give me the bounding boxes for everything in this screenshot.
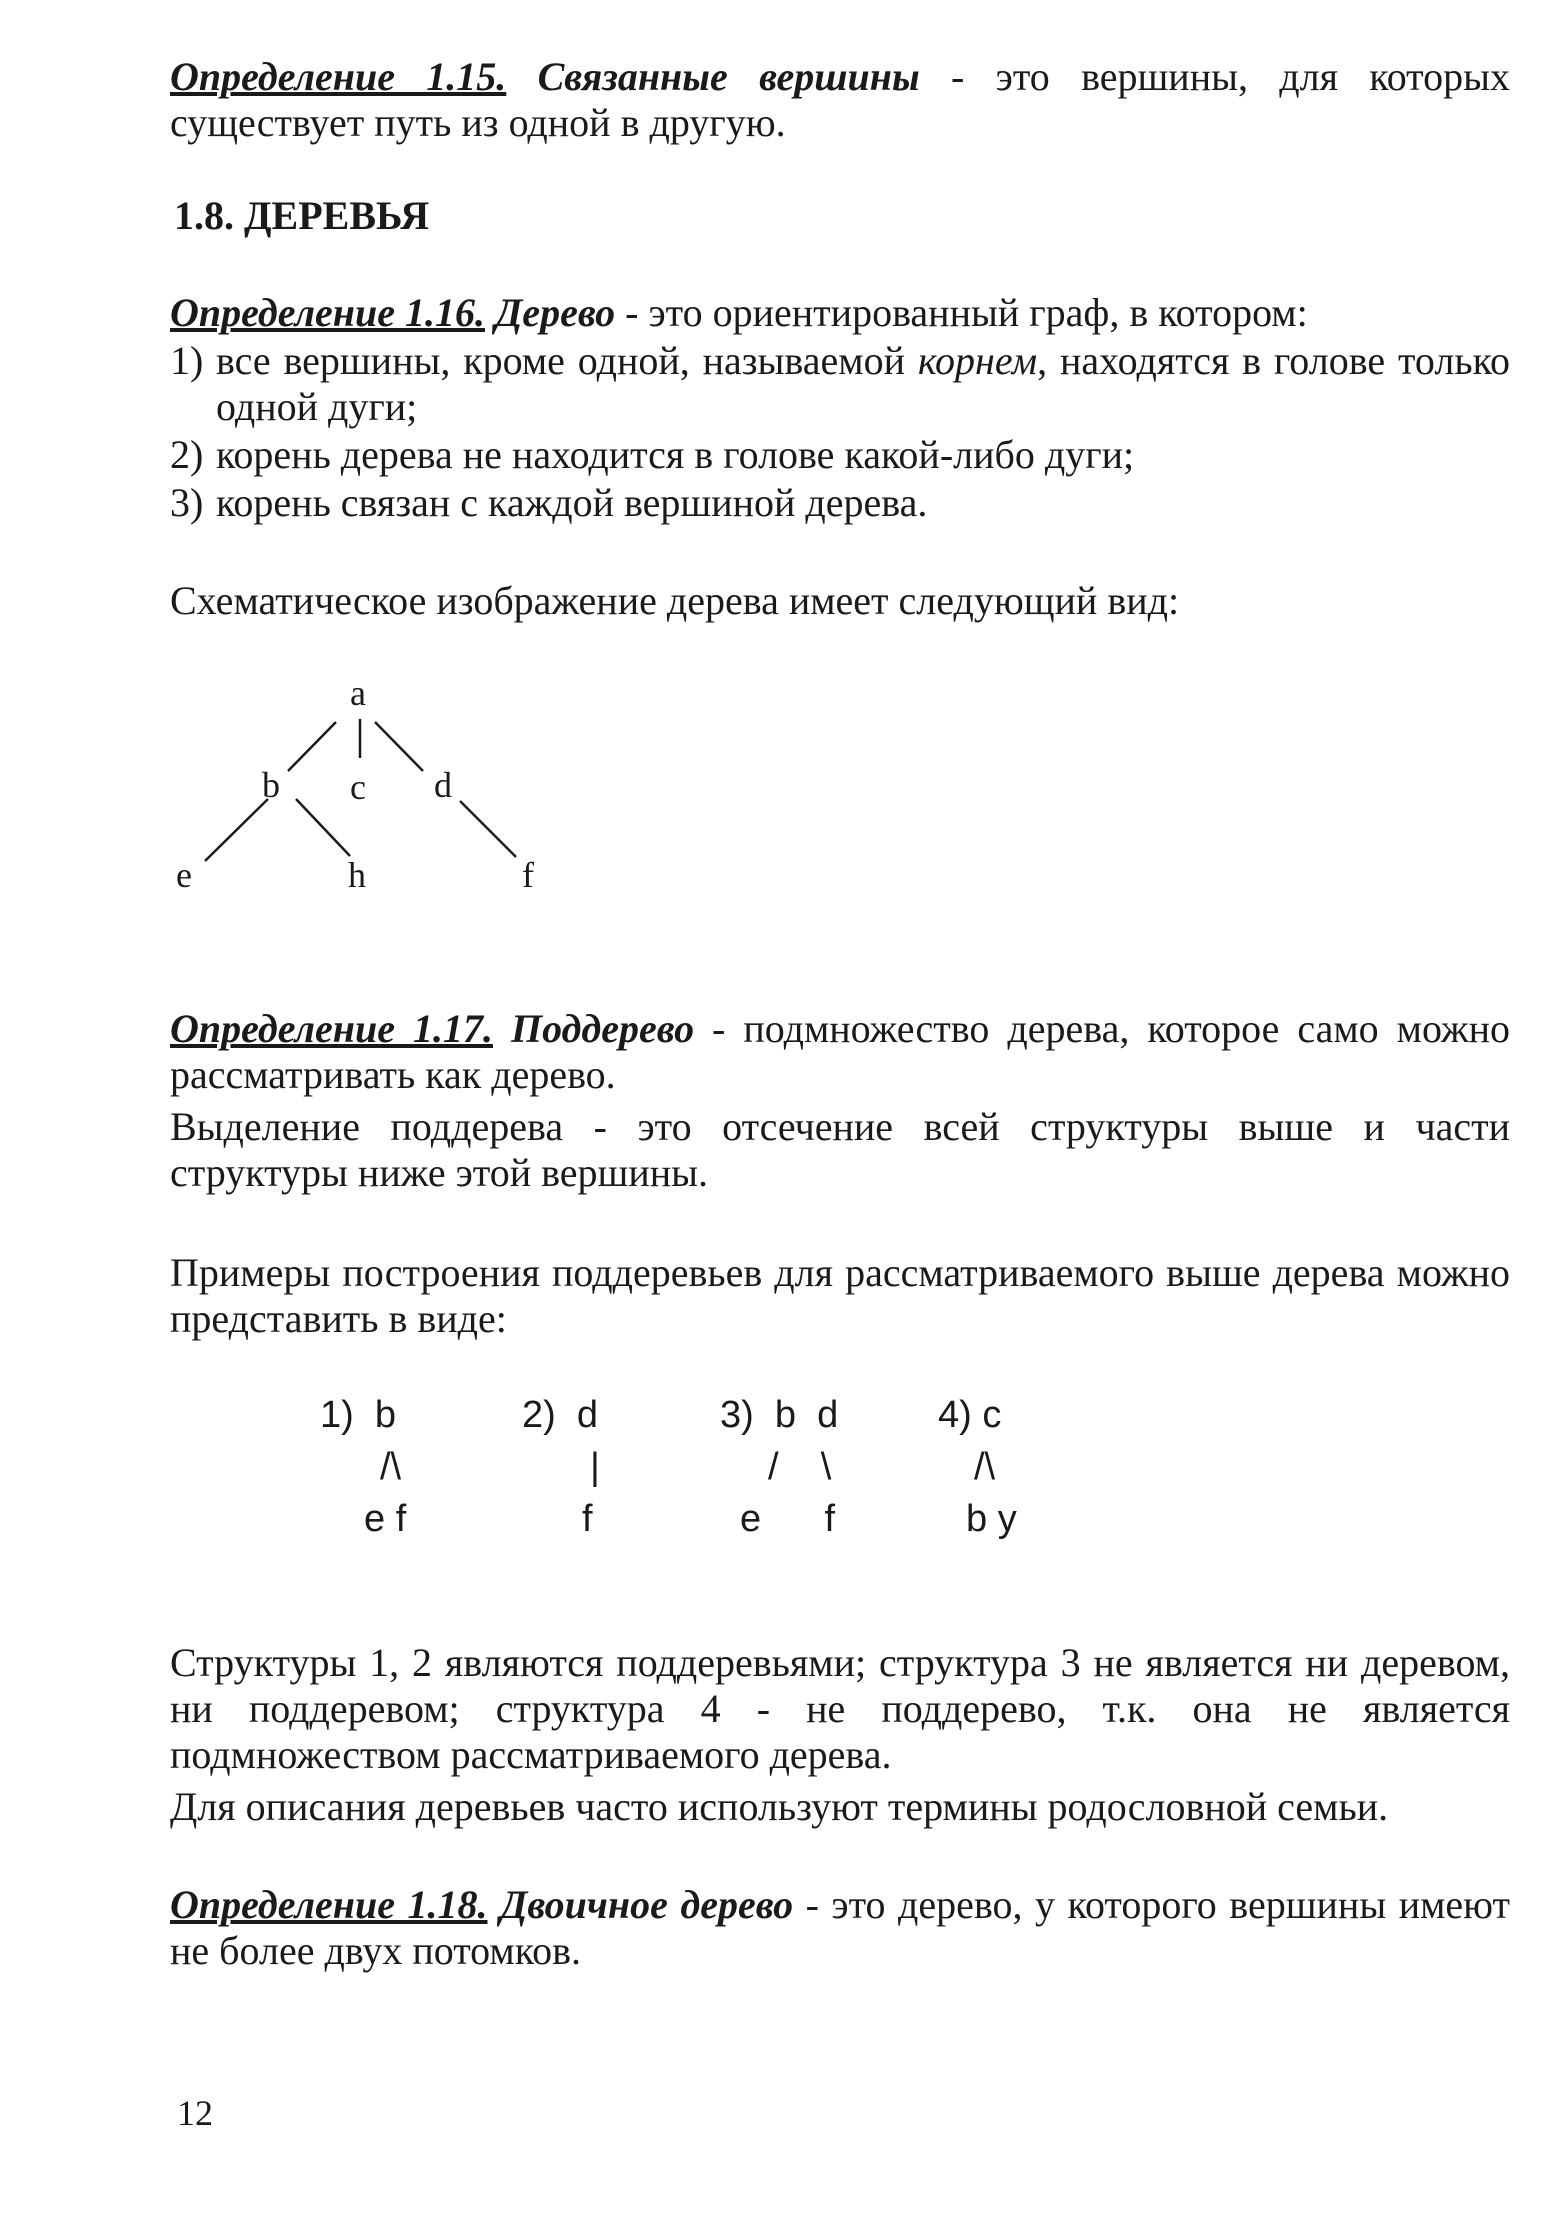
edge-a-b xyxy=(288,722,336,771)
list-item xyxy=(170,432,1510,478)
definition-label: Определение 1.16. xyxy=(170,290,485,335)
tree-node-e: e xyxy=(176,855,192,895)
subtree-3-leaves: e f xyxy=(740,1498,836,1540)
edge-b-h xyxy=(296,799,350,856)
list-item-text: корень связан с каждой вершиной дерева. xyxy=(216,480,928,525)
definition-text: - это вершины, для которых существует путь из одной в другую. xyxy=(170,54,1511,145)
definition-1-17 xyxy=(170,1006,1510,1098)
tree-node-b: b xyxy=(262,765,280,805)
tree-node-d: d xyxy=(434,765,452,805)
tree-edges xyxy=(160,665,580,905)
list-item-number: 3) xyxy=(170,480,204,525)
list-item-number: 1) xyxy=(170,338,204,383)
list-item-text: все вершины, кроме одной, называемой корнем, находятся в голове только одной дуги; xyxy=(216,338,1510,429)
subtree-3-branches: / \ xyxy=(768,1446,832,1488)
definition-label: Определение 1.15. xyxy=(170,54,507,99)
schema-intro: Схематическое изображение дерева имеет следующий вид: xyxy=(170,578,1180,623)
subtree-explanation: Выделение поддерева - это отсечение всей структуры выше и части структуры ниже этой вершины. xyxy=(170,1104,1510,1195)
list-item-number: 2) xyxy=(170,432,204,477)
list-item xyxy=(170,480,1510,526)
definition-term: Поддерево xyxy=(510,1006,695,1051)
definition-text: - это дерево, у которого вершины имеют не более двух потомков. xyxy=(170,1882,1511,1973)
definition-1-16 xyxy=(170,290,1510,336)
tree-diagram xyxy=(160,665,580,905)
examples-intro: Примеры построения поддеревьев для рассматриваемого выше дерева можно представить в виде: xyxy=(170,1250,1510,1341)
tree-node-f: f xyxy=(522,855,534,895)
subtree-2-branches: | xyxy=(590,1446,600,1488)
tree-node-c: c xyxy=(350,767,366,807)
definition-label: Определение 1.17. xyxy=(170,1006,493,1051)
definition-label: Определение 1.18. xyxy=(170,1882,488,1927)
subtree-1-branches: /\ xyxy=(380,1446,402,1488)
definition-term: Связанные вершины xyxy=(537,54,920,99)
subtree-1-top: 1) b xyxy=(320,1394,397,1436)
subtree-3-top: 3) b d xyxy=(720,1394,839,1436)
definition-text: - подмножество дерева, которое само можно рассматривать как дерево. xyxy=(170,1006,1511,1097)
definition-1-15 xyxy=(170,54,1510,146)
tree-properties-list xyxy=(170,338,1510,528)
edge-d-f xyxy=(460,801,516,857)
list-item xyxy=(170,338,1510,430)
tree-node-a: a xyxy=(350,673,366,713)
root-term: корнем xyxy=(917,338,1038,383)
definition-term: Дерево xyxy=(494,290,616,335)
subtree-4-leaves: b y xyxy=(966,1498,1017,1540)
subtree-examples xyxy=(320,1395,1080,1555)
genealogy-note: Для описания деревьев часто используют термины родословной семьи. xyxy=(170,1784,1389,1829)
subtree-2-leaves: f xyxy=(582,1498,593,1540)
page-number: 12 xyxy=(177,2093,213,2133)
edge-a-d xyxy=(375,722,423,771)
subtree-4-branches: /\ xyxy=(974,1446,996,1488)
section-heading: 1.8. ДЕРЕВЬЯ xyxy=(174,193,430,238)
definition-text: - это ориентированный граф, в котором: xyxy=(615,290,1308,335)
subtree-1-leaves: e f xyxy=(364,1498,407,1540)
subtree-2-top: 2) d xyxy=(522,1394,599,1436)
subtree-4-top: 4) c xyxy=(938,1394,1002,1436)
definition-term: Двоичное дерево xyxy=(500,1882,794,1927)
edge-b-e xyxy=(205,799,268,861)
definition-1-18 xyxy=(170,1882,1510,1974)
list-item-text: корень дерева не находится в голове какой-либо дуги; xyxy=(216,432,1135,477)
tree-node-h: h xyxy=(348,855,366,895)
conclusion-paragraph: Структуры 1, 2 являются поддеревьями; структура 3 не является ни деревом, ни поддеревом; структура 4 - не поддерево, т.к. она не является подмножеством рассматриваемого дерева. xyxy=(170,1640,1510,1777)
